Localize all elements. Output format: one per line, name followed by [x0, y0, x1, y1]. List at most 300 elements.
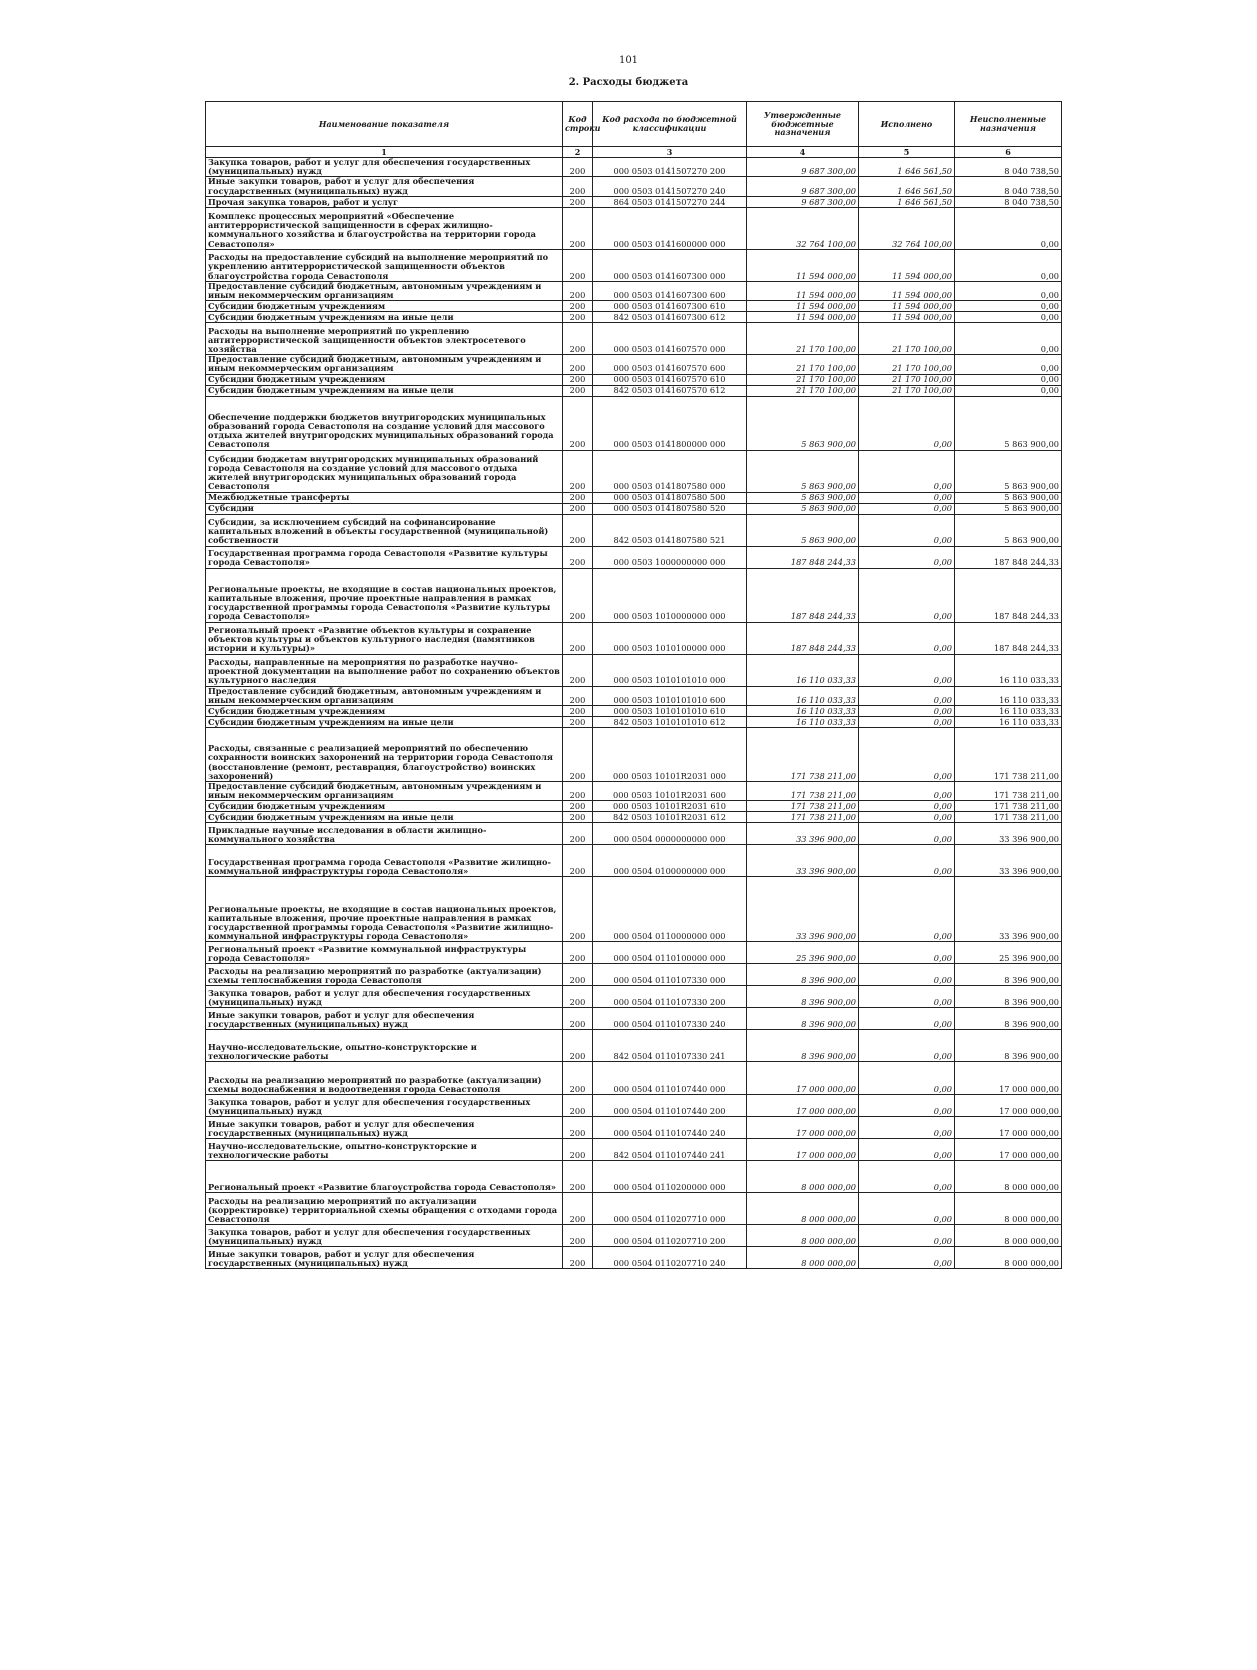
row-expense-code: 000 0503 0141607570 600 [593, 355, 747, 374]
header-approved: Утвержденные бюджетные назначения [747, 102, 859, 147]
row-name: Закупка товаров, работ и услуг для обеспечения государственных (муниципальных) нужд [206, 1095, 563, 1117]
column-number: 3 [593, 147, 747, 158]
table-row [206, 312, 1062, 323]
row-executed: 0,00 [859, 1193, 955, 1225]
row-approved: 25 396 900,00 [747, 942, 859, 964]
row-unexecuted: 16 110 033,33 [955, 716, 1062, 727]
row-expense-code: 000 0504 0110207710 240 [593, 1247, 747, 1269]
row-approved: 17 000 000,00 [747, 1117, 859, 1139]
row-unexecuted: 8 396 900,00 [955, 986, 1062, 1008]
row-line-code: 200 [563, 503, 593, 514]
row-approved: 5 863 900,00 [747, 514, 859, 546]
row-line-code: 200 [563, 942, 593, 964]
row-line-code: 200 [563, 301, 593, 312]
row-line-code: 200 [563, 986, 593, 1008]
row-expense-code: 000 0503 10101R2031 000 [593, 727, 747, 781]
row-expense-code: 000 0503 1010000000 000 [593, 568, 747, 622]
row-expense-code: 842 0503 0141807580 521 [593, 514, 747, 546]
row-approved: 187 848 244,33 [747, 622, 859, 654]
row-approved: 21 170 100,00 [747, 323, 859, 355]
row-expense-code: 000 0503 0141607300 600 [593, 281, 747, 300]
row-name: Обеспечение поддержки бюджетов внутригородских муниципальных образований города Севастополя на создание условий для массового отдыха жителей внутригородских муниципальных образований города Севастополя [206, 396, 563, 450]
row-executed: 0,00 [859, 986, 955, 1008]
row-unexecuted: 0,00 [955, 374, 1062, 385]
row-expense-code: 000 0503 1010101010 000 [593, 654, 747, 686]
row-name: Субсидии бюджетам внутригородских муниципальных образований города Севастополя на создание условий для массового отдыха жителей внутригородских муниципальных образований города Севастополя [206, 450, 563, 492]
row-approved: 16 110 033,33 [747, 654, 859, 686]
row-executed: 0,00 [859, 942, 955, 964]
row-executed: 1 646 561,50 [859, 158, 955, 177]
row-line-code: 200 [563, 727, 593, 781]
row-expense-code: 000 0503 0141807580 000 [593, 450, 747, 492]
table-row [206, 686, 1062, 705]
table-row [206, 801, 1062, 812]
row-line-code: 200 [563, 323, 593, 355]
row-unexecuted: 8 000 000,00 [955, 1193, 1062, 1225]
section-title: 2. Расходы бюджета [568, 77, 689, 88]
row-name: Расходы на реализацию мероприятий по разработке (актуализации) схемы теплоснабжения города Севастополя [206, 964, 563, 986]
row-expense-code: 000 0504 0110207710 200 [593, 1225, 747, 1247]
header-executed: Исполнено [859, 102, 955, 147]
row-expense-code: 000 0504 0110200000 000 [593, 1161, 747, 1193]
row-executed: 11 594 000,00 [859, 312, 955, 323]
row-name: Расходы на выполнение мероприятий по укреплению антитеррористической защищенности объектов электросетевого хозяйства [206, 323, 563, 355]
row-approved: 11 594 000,00 [747, 312, 859, 323]
row-executed: 21 170 100,00 [859, 323, 955, 355]
row-approved: 33 396 900,00 [747, 845, 859, 877]
table-row [206, 301, 1062, 312]
table-row [206, 249, 1062, 281]
row-name: Региональный проект «Развитие благоустройства города Севастополя» [206, 1161, 563, 1193]
row-approved: 16 110 033,33 [747, 705, 859, 716]
row-approved: 11 594 000,00 [747, 281, 859, 300]
table-row [206, 396, 1062, 450]
row-line-code: 200 [563, 281, 593, 300]
row-unexecuted: 16 110 033,33 [955, 705, 1062, 716]
row-line-code: 200 [563, 1095, 593, 1117]
row-name: Научно-исследовательские, опытно-конструкторские и технологические работы [206, 1139, 563, 1161]
row-executed: 1 646 561,50 [859, 196, 955, 207]
row-unexecuted: 8 396 900,00 [955, 964, 1062, 986]
row-unexecuted: 0,00 [955, 281, 1062, 300]
column-number: 4 [747, 147, 859, 158]
row-executed: 0,00 [859, 1225, 955, 1247]
row-name: Субсидии [206, 503, 563, 514]
row-executed: 0,00 [859, 1095, 955, 1117]
budget-table-body [206, 158, 1062, 1269]
row-unexecuted: 8 000 000,00 [955, 1161, 1062, 1193]
row-name: Государственная программа города Севастополя «Развитие жилищно-коммунальной инфраструктуры города Севастополя» [206, 845, 563, 877]
row-approved: 8 396 900,00 [747, 964, 859, 986]
row-name: Субсидии бюджетным учреждениям на иные цели [206, 812, 563, 823]
row-unexecuted: 8 396 900,00 [955, 1030, 1062, 1062]
row-executed: 0,00 [859, 716, 955, 727]
row-expense-code: 000 0503 0141800000 000 [593, 396, 747, 450]
row-approved: 171 738 211,00 [747, 812, 859, 823]
row-expense-code: 842 0504 0110107330 241 [593, 1030, 747, 1062]
row-unexecuted: 0,00 [955, 355, 1062, 374]
row-line-code: 200 [563, 355, 593, 374]
row-approved: 5 863 900,00 [747, 503, 859, 514]
row-approved: 171 738 211,00 [747, 781, 859, 800]
table-row [206, 374, 1062, 385]
table-row [206, 781, 1062, 800]
row-expense-code: 000 0504 0110100000 000 [593, 942, 747, 964]
row-approved: 32 764 100,00 [747, 207, 859, 249]
row-unexecuted: 8 040 738,50 [955, 158, 1062, 177]
row-executed: 0,00 [859, 514, 955, 546]
row-line-code: 200 [563, 1062, 593, 1095]
table-row [206, 716, 1062, 727]
row-unexecuted: 187 848 244,33 [955, 546, 1062, 568]
table-row [206, 492, 1062, 503]
row-line-code: 200 [563, 705, 593, 716]
row-line-code: 200 [563, 622, 593, 654]
row-name: Межбюджетные трансферты [206, 492, 563, 503]
row-line-code: 200 [563, 546, 593, 568]
row-executed: 0,00 [859, 727, 955, 781]
row-line-code: 200 [563, 568, 593, 622]
header-line-code: Код строки [563, 102, 593, 147]
row-approved: 171 738 211,00 [747, 727, 859, 781]
row-line-code: 200 [563, 1139, 593, 1161]
row-name: Субсидии бюджетным учреждениям [206, 801, 563, 812]
column-number: 5 [859, 147, 955, 158]
table-row [206, 1008, 1062, 1030]
row-expense-code: 000 0504 0110207710 000 [593, 1193, 747, 1225]
row-line-code: 200 [563, 396, 593, 450]
row-line-code: 200 [563, 196, 593, 207]
row-approved: 11 594 000,00 [747, 249, 859, 281]
row-name: Предоставление субсидий бюджетным, автономным учреждениям и иным некоммерческим организациям [206, 781, 563, 800]
table-row [206, 727, 1062, 781]
table-row [206, 450, 1062, 492]
row-approved: 8 396 900,00 [747, 1030, 859, 1062]
row-unexecuted: 171 738 211,00 [955, 812, 1062, 823]
row-expense-code: 000 0504 0110107330 200 [593, 986, 747, 1008]
row-name: Комплекс процессных мероприятий «Обеспечение антитеррористической защищенности в сферах жилищно-коммунального хозяйства и благоустройства на территории города Севастополя» [206, 207, 563, 249]
row-unexecuted: 187 848 244,33 [955, 568, 1062, 622]
row-unexecuted: 0,00 [955, 249, 1062, 281]
table-row [206, 654, 1062, 686]
row-executed: 0,00 [859, 1008, 955, 1030]
row-line-code: 200 [563, 1117, 593, 1139]
row-expense-code: 000 0503 0141600000 000 [593, 207, 747, 249]
row-name: Расходы на предоставление субсидий на выполнение мероприятий по укреплению антитеррористической защищенности объектов благоустройства города Севастополя [206, 249, 563, 281]
row-line-code: 200 [563, 450, 593, 492]
row-expense-code: 842 0503 10101R2031 612 [593, 812, 747, 823]
row-executed: 11 594 000,00 [859, 301, 955, 312]
row-executed: 0,00 [859, 654, 955, 686]
row-line-code: 200 [563, 374, 593, 385]
row-expense-code: 000 0504 0110000000 000 [593, 877, 747, 942]
row-approved: 8 396 900,00 [747, 1008, 859, 1030]
row-executed: 32 764 100,00 [859, 207, 955, 249]
row-expense-code: 000 0503 0141807580 500 [593, 492, 747, 503]
column-number-row [206, 147, 1062, 158]
table-row [206, 812, 1062, 823]
row-approved: 9 687 300,00 [747, 177, 859, 196]
column-number: 1 [206, 147, 563, 158]
row-expense-code: 000 0504 0110107330 240 [593, 1008, 747, 1030]
row-unexecuted: 17 000 000,00 [955, 1095, 1062, 1117]
header-expense-code: Код расхода по бюджетной классификации [593, 102, 747, 147]
row-name: Расходы на реализацию мероприятий по актуализации (корректировке) территориальной схемы обращения с отходами города Севастополя [206, 1193, 563, 1225]
row-approved: 11 594 000,00 [747, 301, 859, 312]
budget-expenses-table [205, 101, 1062, 1269]
table-row [206, 705, 1062, 716]
table-row [206, 622, 1062, 654]
row-line-code: 200 [563, 812, 593, 823]
row-executed: 0,00 [859, 877, 955, 942]
row-approved: 17 000 000,00 [747, 1139, 859, 1161]
row-name: Субсидии бюджетным учреждениям на иные цели [206, 385, 563, 396]
row-executed: 21 170 100,00 [859, 385, 955, 396]
row-executed: 0,00 [859, 492, 955, 503]
row-name: Предоставление субсидий бюджетным, автономным учреждениям и иным некоммерческим организациям [206, 281, 563, 300]
row-name: Закупка товаров, работ и услуг для обеспечения государственных (муниципальных) нужд [206, 1225, 563, 1247]
row-expense-code: 000 0503 10101R2031 610 [593, 801, 747, 812]
row-expense-code: 000 0504 0110107330 000 [593, 964, 747, 986]
row-line-code: 200 [563, 1030, 593, 1062]
row-executed: 0,00 [859, 546, 955, 568]
column-number: 2 [563, 147, 593, 158]
row-expense-code: 842 0503 0141607300 612 [593, 312, 747, 323]
row-expense-code: 864 0503 0141507270 244 [593, 196, 747, 207]
table-row [206, 1161, 1062, 1193]
row-name: Прикладные научные исследования в области жилищно-коммунального хозяйства [206, 823, 563, 845]
row-approved: 33 396 900,00 [747, 823, 859, 845]
table-row [206, 1193, 1062, 1225]
row-name: Субсидии бюджетным учреждениям на иные цели [206, 716, 563, 727]
row-approved: 187 848 244,33 [747, 546, 859, 568]
table-row [206, 1117, 1062, 1139]
row-name: Расходы, связанные с реализацией мероприятий по обеспечению сохранности воинских захоронений на территории города Севастополя (восстановление (ремонт, реставрация, благоустройство) воинских захоронений) [206, 727, 563, 781]
row-line-code: 200 [563, 801, 593, 812]
row-name: Расходы на реализацию мероприятий по разработке (актуализации) схемы водоснабжения и водоотведения города Севастополя [206, 1062, 563, 1095]
row-approved: 17 000 000,00 [747, 1095, 859, 1117]
row-unexecuted: 0,00 [955, 301, 1062, 312]
table-row [206, 385, 1062, 396]
row-name: Государственная программа города Севастополя «Развитие культуры города Севастополя» [206, 546, 563, 568]
row-unexecuted: 5 863 900,00 [955, 396, 1062, 450]
row-unexecuted: 0,00 [955, 385, 1062, 396]
row-line-code: 200 [563, 845, 593, 877]
table-row [206, 355, 1062, 374]
row-unexecuted: 8 000 000,00 [955, 1247, 1062, 1269]
row-executed: 21 170 100,00 [859, 355, 955, 374]
row-line-code: 200 [563, 1008, 593, 1030]
row-executed: 0,00 [859, 396, 955, 450]
row-line-code: 200 [563, 1161, 593, 1193]
table-row [206, 877, 1062, 942]
row-expense-code: 000 0503 0141507270 200 [593, 158, 747, 177]
row-executed: 0,00 [859, 686, 955, 705]
row-line-code: 200 [563, 492, 593, 503]
row-expense-code: 000 0503 0141807580 520 [593, 503, 747, 514]
column-number: 6 [955, 147, 1062, 158]
row-executed: 11 594 000,00 [859, 249, 955, 281]
row-unexecuted: 5 863 900,00 [955, 503, 1062, 514]
row-approved: 17 000 000,00 [747, 1062, 859, 1095]
row-executed: 0,00 [859, 845, 955, 877]
row-unexecuted: 0,00 [955, 312, 1062, 323]
row-unexecuted: 16 110 033,33 [955, 686, 1062, 705]
table-row [206, 207, 1062, 249]
row-approved: 8 000 000,00 [747, 1225, 859, 1247]
row-expense-code: 000 0504 0110107440 000 [593, 1062, 747, 1095]
row-executed: 0,00 [859, 503, 955, 514]
row-expense-code: 000 0503 1010101010 600 [593, 686, 747, 705]
row-unexecuted: 33 396 900,00 [955, 845, 1062, 877]
row-unexecuted: 187 848 244,33 [955, 622, 1062, 654]
row-executed: 0,00 [859, 781, 955, 800]
row-unexecuted: 171 738 211,00 [955, 781, 1062, 800]
row-line-code: 200 [563, 207, 593, 249]
row-approved: 16 110 033,33 [747, 716, 859, 727]
row-unexecuted: 8 000 000,00 [955, 1225, 1062, 1247]
page-number: 101 [618, 55, 639, 66]
row-line-code: 200 [563, 716, 593, 727]
row-expense-code: 000 0504 0000000000 000 [593, 823, 747, 845]
row-executed: 0,00 [859, 812, 955, 823]
row-unexecuted: 8 040 738,50 [955, 177, 1062, 196]
row-executed: 0,00 [859, 1161, 955, 1193]
row-expense-code: 000 0503 1010101010 610 [593, 705, 747, 716]
row-approved: 8 000 000,00 [747, 1247, 859, 1269]
row-approved: 33 396 900,00 [747, 877, 859, 942]
row-line-code: 200 [563, 514, 593, 546]
row-expense-code: 000 0503 1010100000 000 [593, 622, 747, 654]
row-expense-code: 000 0504 0100000000 000 [593, 845, 747, 877]
row-name: Иные закупки товаров, работ и услуг для обеспечения государственных (муниципальных) нужд [206, 1247, 563, 1269]
row-unexecuted: 16 110 033,33 [955, 654, 1062, 686]
row-unexecuted: 171 738 211,00 [955, 727, 1062, 781]
row-unexecuted: 8 396 900,00 [955, 1008, 1062, 1030]
row-unexecuted: 0,00 [955, 207, 1062, 249]
table-row [206, 1139, 1062, 1161]
row-unexecuted: 25 396 900,00 [955, 942, 1062, 964]
row-unexecuted: 33 396 900,00 [955, 877, 1062, 942]
table-row [206, 514, 1062, 546]
row-line-code: 200 [563, 312, 593, 323]
row-line-code: 200 [563, 823, 593, 845]
row-approved: 9 687 300,00 [747, 196, 859, 207]
row-line-code: 200 [563, 964, 593, 986]
row-line-code: 200 [563, 1225, 593, 1247]
row-name: Закупка товаров, работ и услуг для обеспечения государственных (муниципальных) нужд [206, 986, 563, 1008]
row-executed: 0,00 [859, 823, 955, 845]
row-name: Региональные проекты, не входящие в состав национальных проектов, капитальные вложения, прочие проектные направления в рамках государственной программы города Севастополя «Развитие жилищно-коммунальной инфраструктуры города Севастополя» [206, 877, 563, 942]
table-row [206, 823, 1062, 845]
row-expense-code: 000 0503 0141507270 240 [593, 177, 747, 196]
table-row [206, 1030, 1062, 1062]
row-name: Предоставление субсидий бюджетным, автономным учреждениям и иным некоммерческим организациям [206, 355, 563, 374]
row-unexecuted: 5 863 900,00 [955, 492, 1062, 503]
row-executed: 0,00 [859, 1247, 955, 1269]
row-line-code: 200 [563, 1247, 593, 1269]
row-line-code: 200 [563, 1193, 593, 1225]
row-line-code: 200 [563, 654, 593, 686]
header-indicator-name: Наименование показателя [206, 102, 563, 147]
row-line-code: 200 [563, 877, 593, 942]
row-name: Научно-исследовательские, опытно-конструкторские и технологические работы [206, 1030, 563, 1062]
row-line-code: 200 [563, 385, 593, 396]
row-unexecuted: 17 000 000,00 [955, 1062, 1062, 1095]
table-row [206, 158, 1062, 177]
row-approved: 5 863 900,00 [747, 492, 859, 503]
row-line-code: 200 [563, 158, 593, 177]
table-row [206, 1225, 1062, 1247]
row-expense-code: 842 0503 0141607570 612 [593, 385, 747, 396]
table-row [206, 503, 1062, 514]
table-row [206, 1247, 1062, 1269]
table-row [206, 1095, 1062, 1117]
row-executed: 0,00 [859, 1030, 955, 1062]
row-unexecuted: 17 000 000,00 [955, 1117, 1062, 1139]
row-approved: 171 738 211,00 [747, 801, 859, 812]
row-executed: 1 646 561,50 [859, 177, 955, 196]
row-name: Региональные проекты, не входящие в состав национальных проектов, капитальные вложения, прочие проектные направления в рамках государственной программы города Севастополя «Развитие культуры города Севастополя» [206, 568, 563, 622]
row-executed: 0,00 [859, 1139, 955, 1161]
row-line-code: 200 [563, 177, 593, 196]
row-executed: 0,00 [859, 568, 955, 622]
row-executed: 11 594 000,00 [859, 281, 955, 300]
row-unexecuted: 5 863 900,00 [955, 450, 1062, 492]
row-executed: 0,00 [859, 801, 955, 812]
table-row [206, 1062, 1062, 1095]
row-approved: 21 170 100,00 [747, 385, 859, 396]
row-approved: 9 687 300,00 [747, 158, 859, 177]
row-approved: 21 170 100,00 [747, 355, 859, 374]
row-unexecuted: 8 040 738,50 [955, 196, 1062, 207]
row-approved: 187 848 244,33 [747, 568, 859, 622]
row-executed: 0,00 [859, 1062, 955, 1095]
row-executed: 0,00 [859, 705, 955, 716]
row-name: Расходы, направленные на мероприятия по разработке научно-проектной документации на выполнение работ по сохранению объектов культурного наследия [206, 654, 563, 686]
table-row [206, 177, 1062, 196]
row-expense-code: 842 0504 0110107440 241 [593, 1139, 747, 1161]
row-approved: 8 000 000,00 [747, 1161, 859, 1193]
table-row [206, 546, 1062, 568]
row-executed: 0,00 [859, 964, 955, 986]
row-executed: 0,00 [859, 1117, 955, 1139]
row-unexecuted: 17 000 000,00 [955, 1139, 1062, 1161]
table-row [206, 196, 1062, 207]
row-unexecuted: 0,00 [955, 323, 1062, 355]
row-expense-code: 000 0503 0141607300 000 [593, 249, 747, 281]
table-row [206, 942, 1062, 964]
row-name: Субсидии, за исключением субсидий на софинансирование капитальных вложений в объекты государственной (муниципальной) собственности [206, 514, 563, 546]
row-approved: 5 863 900,00 [747, 450, 859, 492]
row-name: Иные закупки товаров, работ и услуг для обеспечения государственных (муниципальных) нужд [206, 1008, 563, 1030]
table-header-row [206, 102, 1062, 147]
row-approved: 8 000 000,00 [747, 1193, 859, 1225]
row-name: Региональный проект «Развитие коммунальной инфраструктуры города Севастополя» [206, 942, 563, 964]
row-expense-code: 000 0503 0141607570 000 [593, 323, 747, 355]
row-name: Субсидии бюджетным учреждениям на иные цели [206, 312, 563, 323]
row-unexecuted: 171 738 211,00 [955, 801, 1062, 812]
row-approved: 16 110 033,33 [747, 686, 859, 705]
row-expense-code: 000 0503 10101R2031 600 [593, 781, 747, 800]
row-approved: 8 396 900,00 [747, 986, 859, 1008]
table-row [206, 964, 1062, 986]
table-row [206, 845, 1062, 877]
row-executed: 21 170 100,00 [859, 374, 955, 385]
row-name: Субсидии бюджетным учреждениям [206, 374, 563, 385]
row-line-code: 200 [563, 249, 593, 281]
row-name: Предоставление субсидий бюджетным, автономным учреждениям и иным некоммерческим организациям [206, 686, 563, 705]
